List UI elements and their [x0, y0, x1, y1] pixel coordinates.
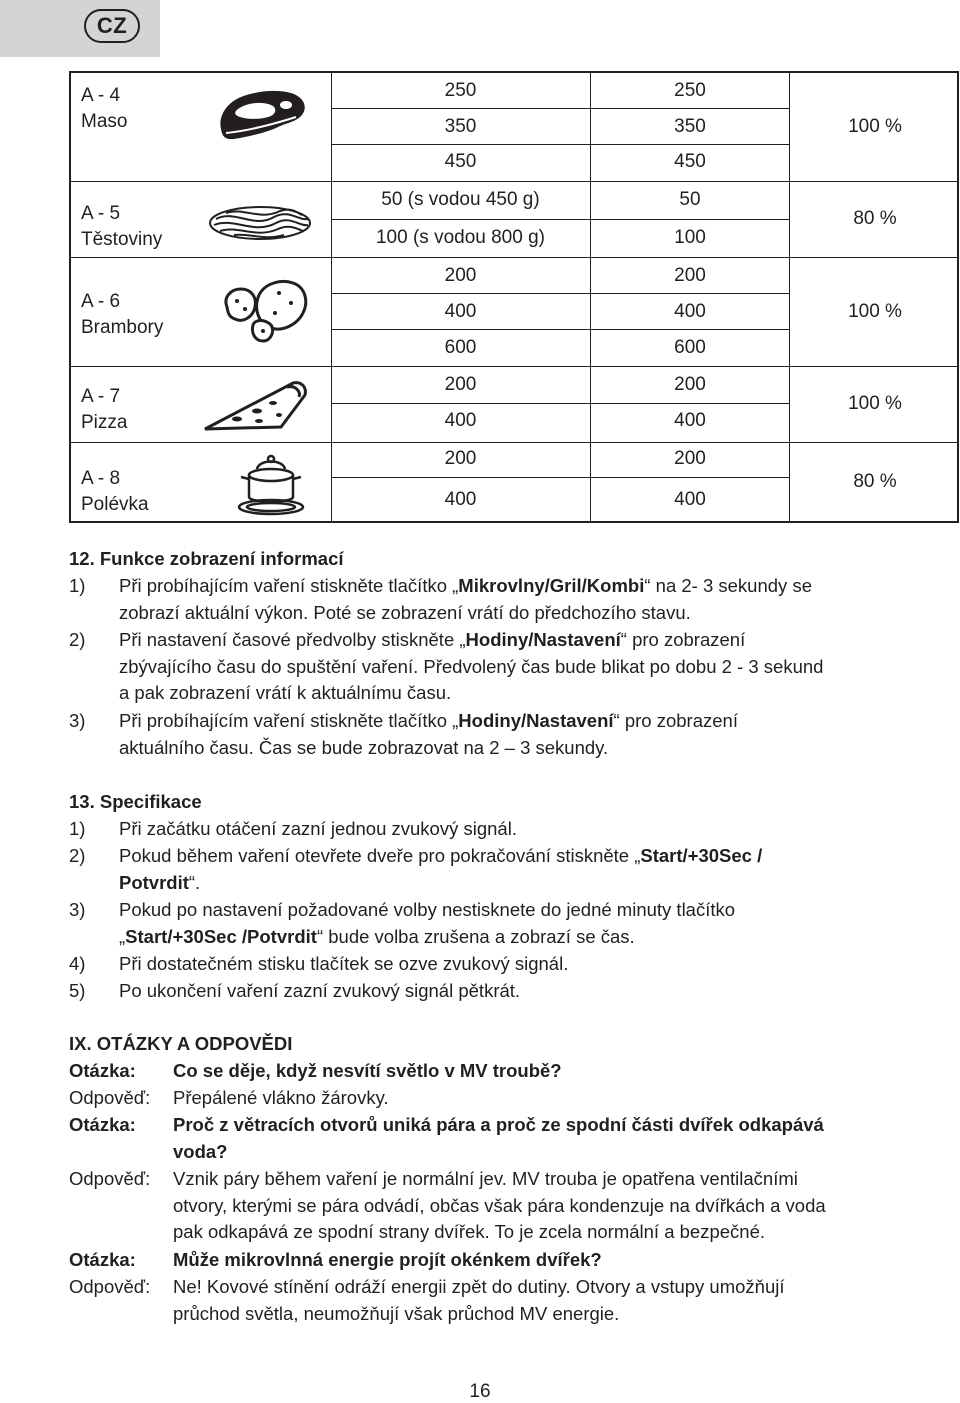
answer: Odpověď: Ne! Kovové stínění odráží energii zpět do dutiny. Otvory a vstupy umožňují průchod světla, neumožňují však průchod MV energie. [69, 1276, 785, 1324]
weight-value: 450 [444, 151, 477, 172]
section-13-heading: 13. Specifikace [69, 791, 202, 812]
subrow-separator [331, 144, 789, 145]
program-name: Pizza [81, 412, 128, 433]
time-value: 450 [674, 151, 706, 172]
button-name: Hodiny/Nastavení [465, 629, 621, 650]
program-name-cell [81, 384, 127, 436]
answer-label: Odpověď: [69, 1087, 151, 1108]
weight-value: 400 [444, 301, 477, 322]
program-code: A - 4 [81, 85, 121, 106]
steak-icon [216, 87, 311, 145]
weight-value: 350 [444, 116, 477, 137]
table-divider [590, 73, 591, 521]
table-divider [789, 73, 790, 521]
subrow-separator [331, 219, 789, 220]
potatoes-icon [219, 273, 311, 345]
time-value: 350 [674, 116, 706, 137]
answer-label: Odpověď: [69, 1276, 151, 1297]
subrow-separator [331, 108, 789, 109]
program-name-cell [81, 289, 163, 341]
item-number: 5) [69, 980, 86, 1001]
row-separator [71, 442, 957, 443]
program-code: A - 6 [81, 291, 121, 312]
question: Otázka: Co se děje, když nesvítí světlo v MV troubě? [69, 1058, 562, 1085]
item-number: 3) [69, 710, 86, 731]
answer: Odpověď: Přepálené vlákno žárovky. [69, 1085, 389, 1112]
button-name: Potvrdit [119, 871, 189, 893]
program-code: A - 7 [81, 386, 121, 407]
program-code: A - 8 [81, 468, 121, 489]
question-label: Otázka: [69, 1249, 136, 1270]
section-9-heading: IX. OTÁZKY A ODPOVĚDI [69, 1033, 293, 1054]
weight-value: 100 (s vodou 800 g) [375, 227, 545, 248]
time-value: 50 [679, 189, 701, 210]
weight-value: 200 [444, 374, 477, 395]
answer-label: Odpověď: [69, 1168, 151, 1189]
button-name: Mikrovlny/Gril/Kombi [458, 575, 645, 596]
power-value: 80 % [853, 471, 897, 492]
question-label: Otázka: [69, 1060, 136, 1081]
power-value: 100 % [848, 116, 902, 137]
weight-value: 50 (s vodou 450 g) [381, 189, 540, 210]
pizza-icon [201, 375, 313, 435]
time-value: 600 [674, 337, 706, 358]
weight-value: 600 [444, 337, 477, 358]
button-name: Start/+30Sec / [640, 845, 763, 866]
language-badge: CZ [84, 9, 140, 43]
time-value: 200 [674, 374, 706, 395]
program-name-cell [81, 466, 149, 518]
item-number: 3) [69, 899, 86, 920]
subrow-separator [331, 293, 789, 294]
time-value: 200 [674, 448, 706, 469]
time-value: 250 [674, 80, 706, 101]
program-code: A - 5 [81, 203, 121, 224]
question: Otázka: Může mikrovlnná energie projít okénkem dvířek? [69, 1247, 602, 1274]
question: Otázka: Proč z větracích otvorů uniká pára a proč ze spodní části dvířek odkapává voda? [69, 1114, 824, 1162]
table-divider [331, 73, 332, 521]
program-name: Maso [81, 111, 128, 132]
item-number: 1) [69, 818, 86, 839]
power-value: 80 % [853, 208, 897, 229]
weight-value: 200 [444, 448, 477, 469]
item-number: 1) [69, 575, 86, 596]
time-value: 400 [674, 301, 706, 322]
button-name: Hodiny/Nastavení [458, 710, 614, 731]
row-separator [71, 257, 957, 258]
program-name: Brambory [81, 317, 164, 338]
section-12-heading: 12. Funkce zobrazení informací [69, 548, 344, 569]
time-value: 400 [674, 489, 706, 510]
weight-value: 400 [444, 489, 477, 510]
program-name: Polévka [81, 494, 149, 515]
button-name: Start/+30Sec /Potvrdit [125, 925, 317, 947]
program-name-cell [81, 83, 127, 135]
time-value: 200 [674, 265, 706, 286]
soup-pot-icon [235, 449, 307, 517]
program-name: Těstoviny [81, 229, 163, 250]
answer: Odpověď: Vznik páry během vaření je normální jev. MV trouba je opatřena ventilačními otvory, kterými se pára odvádí, občas však pára kondenzuje na dvířkách a voda pak odkapává ze spodní strany dvířek. To je zcela normální a bezpečné. [69, 1168, 826, 1242]
language-tab [0, 0, 160, 57]
subrow-separator [331, 403, 789, 404]
page-number: 16 [469, 1381, 491, 1402]
row-separator [71, 181, 957, 182]
weight-value: 400 [444, 410, 477, 431]
time-value: 400 [674, 410, 706, 431]
subrow-separator [331, 329, 789, 330]
programs-table [69, 71, 959, 523]
row-separator [71, 366, 957, 367]
power-value: 100 % [848, 393, 902, 414]
pasta-icon [204, 199, 316, 247]
power-value: 100 % [848, 301, 902, 322]
subrow-separator [331, 477, 789, 478]
time-value: 100 [674, 227, 706, 248]
weight-value: 250 [444, 80, 477, 101]
weight-value: 200 [444, 265, 477, 286]
item-number: 2) [69, 845, 86, 866]
item-number: 4) [69, 953, 86, 974]
program-name-cell [81, 201, 162, 253]
question-label: Otázka: [69, 1114, 136, 1135]
item-number: 2) [69, 629, 86, 650]
